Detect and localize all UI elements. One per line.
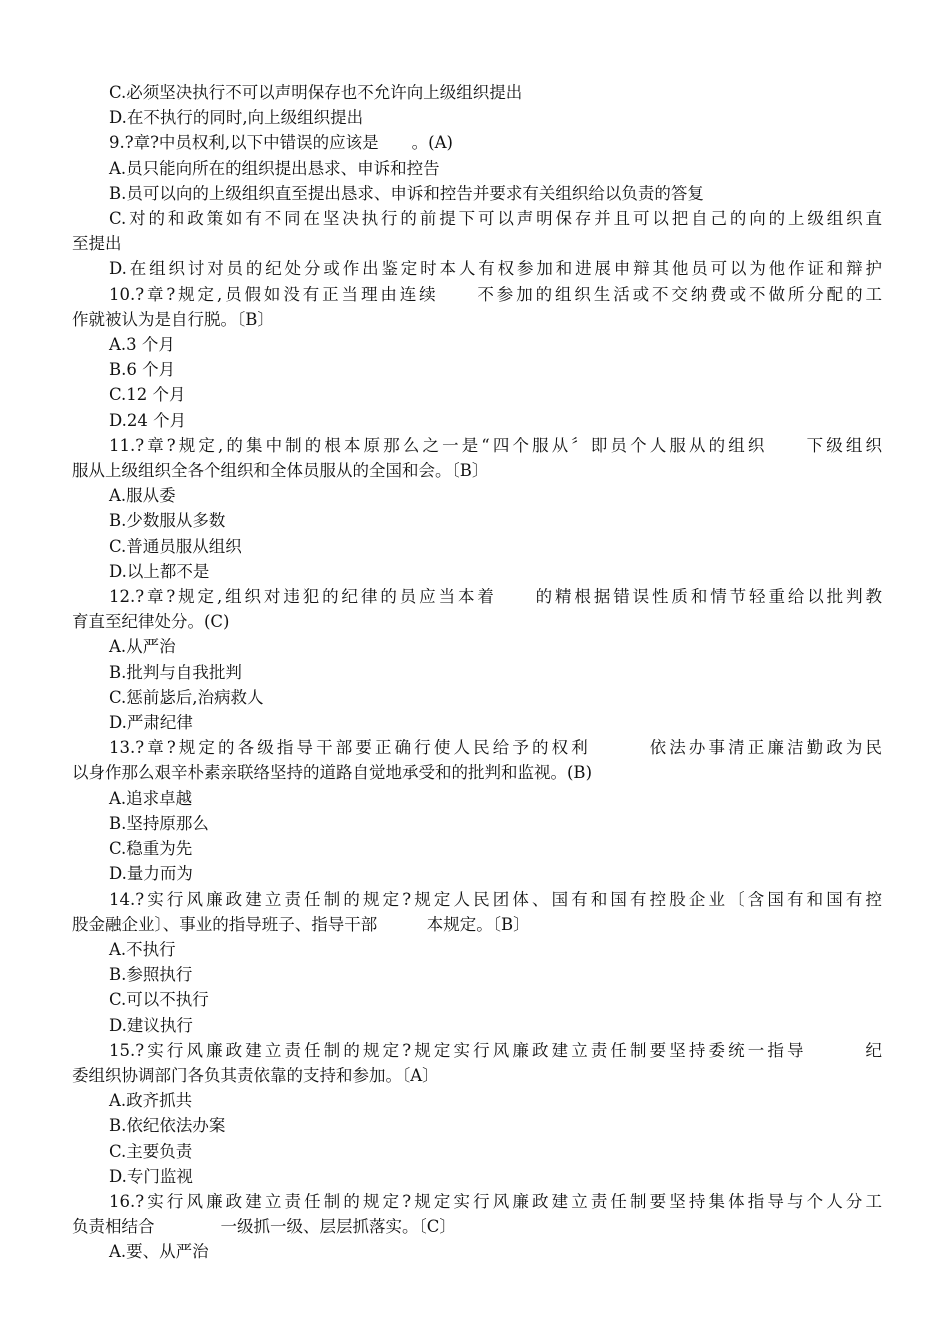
text-line: A.要、从严治 <box>109 1242 209 1262</box>
continuation-line: 股金融企业〕、事业的指导班子、指导干部 本规定。〔B〕 <box>72 914 530 934</box>
text-line: C.稳重为先 <box>109 839 193 859</box>
text-line: D.24 个月 <box>109 410 187 430</box>
text-line: C.可以不执行 <box>109 990 209 1010</box>
text-line: D.在不执行的同时,向上级组织提出 <box>109 108 364 128</box>
text-line: C.12 个月 <box>109 385 186 405</box>
question-line: 15.?实行风廉政建立责任制的规定?规定实行风廉政建立责任制要坚持委统一指导 纪 <box>109 1040 882 1060</box>
text-line: C.惩前毖后,治病救人 <box>109 687 264 707</box>
text-line: D.建议执行 <box>109 1015 193 1035</box>
text-line: A.追求卓越 <box>109 788 193 808</box>
text-line: A.不执行 <box>109 939 176 959</box>
continuation-line: 委组织协调部门各负其责依靠的支持和参加。〔A〕 <box>72 1065 439 1085</box>
question-line: 10.?章?规定,员假如没有正当理由连续 不参加的组织生活或不交纳费或不做所分配的工 <box>109 284 882 304</box>
text-line: D.专门监视 <box>109 1166 193 1186</box>
continuation-line: 负责相结合 一级抓一级、层层抓落实。〔C〕 <box>72 1217 456 1237</box>
text-line: B.少数服从多数 <box>109 511 226 531</box>
question-line: 12.?章?规定,组织对违犯的纪律的员应当本着 的精根据错误性质和情节轻重给以批判教 <box>109 587 882 607</box>
text-line: B.依纪依法办案 <box>109 1116 226 1136</box>
document-body <box>72 80 882 1265</box>
text-line: B.员可以向的上级组织直至提出恳求、申诉和控告并要求有关组织给以负责的答复 <box>109 183 704 203</box>
continuation-line: 至提出 <box>72 234 122 254</box>
text-line: B.坚持原那么 <box>109 813 209 833</box>
text-line: C.主要负责 <box>109 1141 193 1161</box>
text-line: A.从严治 <box>109 637 176 657</box>
text-line: D.严肃纪律 <box>109 713 193 733</box>
question-line: 11.?章?规定,的集中制的根本原那么之一是“四个服从〞即员个人服从的组织 下级组织 <box>109 435 882 455</box>
text-line: D.量力而为 <box>109 864 193 884</box>
text-line: 9.?章?中员权利,以下中错误的应该是 。(A) <box>109 133 453 153</box>
text-line: D.以上都不是 <box>109 561 210 581</box>
text-line: B.6 个月 <box>109 360 176 380</box>
text-line: A.政齐抓共 <box>109 1091 193 1111</box>
text-line: A.员只能向所在的组织提出恳求、申诉和控告 <box>109 158 440 178</box>
continuation-line: 作就被认为是自行脱。〔B〕 <box>72 309 274 329</box>
text-line: B.参照执行 <box>109 965 193 985</box>
text-line: A.3 个月 <box>109 335 175 355</box>
question-line: D.在组织讨对员的纪处分或作出鉴定时本人有权参加和进展申辩其他员可以为他作证和辩护 <box>109 259 882 279</box>
question-line: 13.?章?规定的各级指导干部要正确行使人民给予的权利 依法办事清正廉洁勤政为民 <box>109 738 882 758</box>
text-line: C.必须坚决执行不可以声明保存也不允许向上级组织提出 <box>109 83 523 102</box>
text-line: A.服从委 <box>109 486 176 506</box>
question-line: 16.?实行风廉政建立责任制的规定?规定实行风廉政建立责任制要坚持集体指导与个人分工 <box>109 1191 882 1211</box>
text-line: C.普通员服从组织 <box>109 536 242 556</box>
continuation-line: 服从上级组织全各个组织和全体员服从的全国和会。〔B〕 <box>72 461 489 481</box>
question-line: 14.?实行风廉政建立责任制的规定?规定人民团体、国有和国有控股企业〔含国有和国有控 <box>109 889 882 909</box>
continuation-line: 以身作那么艰辛朴素亲联络坚持的道路自觉地承受和的批判和监视。(B) <box>72 763 592 783</box>
question-line: C.对的和政策如有不同在坚决执行的前提下可以声明保存并且可以把自己的向的上级组织直 <box>109 209 882 229</box>
continuation-line: 育直至纪律处分。(C) <box>72 612 230 632</box>
text-line: B.批判与自我批判 <box>109 662 242 682</box>
